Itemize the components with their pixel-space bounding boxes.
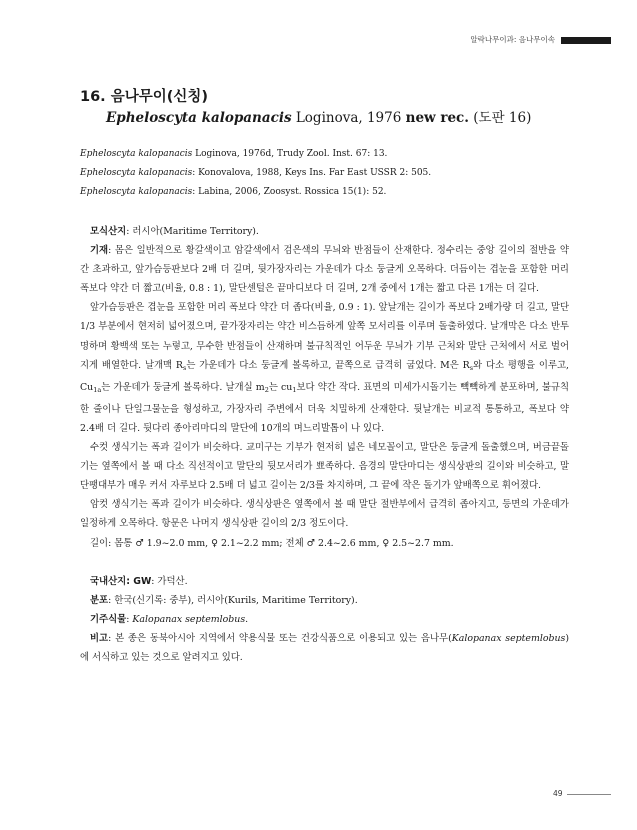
description-text: 는 가운데가 둥글게 볼록하다. 날개실 m xyxy=(101,381,265,393)
species-author-year: Loginova, 1976 xyxy=(291,110,406,126)
remarks-text: )에 서식하고 있는 것으로 알려지고 있다. xyxy=(80,632,569,664)
spacer xyxy=(80,553,569,572)
subscript: 2 xyxy=(264,385,269,394)
type-locality-text: : 러시아(Maritime Territory). xyxy=(126,226,259,237)
host-plant-end: . xyxy=(245,613,249,625)
species-scientific-line xyxy=(106,109,531,128)
synonym-ref: : Konovalova, 1988, Keys Ins. Far East USSR 2: 505. xyxy=(192,168,432,178)
host-plant-label: 기주식물 xyxy=(90,613,127,625)
distribution-label: 분포 xyxy=(90,594,109,606)
species-number: 16. xyxy=(80,89,106,105)
synonym-name: Epheloscyta kalopanacis xyxy=(80,149,193,159)
domestic-locality-label: 국내산지 xyxy=(90,575,127,587)
host-plant-sep: : xyxy=(126,613,133,625)
description-text: 는 cu xyxy=(268,381,293,393)
species-body xyxy=(80,222,569,667)
subscript: 1a xyxy=(93,385,102,394)
header-bar xyxy=(561,37,611,44)
description-text: 앞가슴등판은 겹눈을 포함한 머리 폭보다 약간 더 좁다(비율, 0.9 : 1). 앞날개는 길이가 폭보다 2배가량 더 길고, 말단 1/3 부분에서 현저히 넓어졌으며, 끝가장자리는 약간 비스듬하게 앞쪽 모서리를 이루며 돌출하였다. 날개막은 다소 반투명하며 황백색 또는 누렇고, 무수한 반점들이 산재하며 불규칙적인 어두운 무늬가 기부 근처와 말단 근처에서 서로 벌어지게 배열한다. 날개맥 R xyxy=(80,302,569,371)
subscript: 1 xyxy=(292,385,297,394)
type-locality-label: 모식산지 xyxy=(90,226,127,237)
domestic-locality-code: : GW xyxy=(126,575,152,587)
synonym-ref: Loginova, 1976d, Trudy Zool. Inst. 67: 13. xyxy=(192,149,388,159)
remarks-label: 비고 xyxy=(90,632,109,644)
domestic-locality-text: : 가덕산. xyxy=(151,575,188,587)
running-header: 알락나무이과: 음나무이속 xyxy=(470,35,555,44)
description-paragraph: 수컷 생식기는 폭과 길이가 비슷하다. 교미구는 기부가 현저히 넓은 네모꼴이고, 말단은 둥글게 돌출했으며, 버금끝돌기는 옆쪽에서 볼 때 다소 직선적이고 말단의 뒷모서리가 뾰족하다. 음경의 말단마디는 생식상판의 길이와 비슷하고, 말단팽대부가 매우 커서 자루보다 2.5배 더 넓고 길이는 2/3를 차지하며, 그 끝에 작은 돌기가 앞배쪽으로 휘어졌다. xyxy=(80,442,569,492)
synonym-entry xyxy=(80,149,560,160)
species-scientific-name: Epheloscyta kalopanacis xyxy=(106,110,292,126)
page-number: 49 xyxy=(553,789,563,798)
type-locality xyxy=(80,222,569,241)
plate-reference: (도판 16) xyxy=(468,110,532,126)
distribution-text: : 한국(신기록: 중부), 러시아(Kurils, Maritime Territory). xyxy=(108,594,358,606)
footer-rule xyxy=(567,794,611,795)
distribution xyxy=(80,591,569,610)
synonym-entry xyxy=(80,187,560,198)
remarks-host-name: Kalopanax septemlobus xyxy=(451,632,566,644)
host-plant xyxy=(80,610,569,629)
description-text: : 몸은 일반적으로 황갈색이고 암갈색에서 검은색의 무늬와 반점들이 산재한다. 정수리는 중앙 길이의 절반을 약간 초과하고, 앞가슴등판보다 2배 더 길며, 뒷가장자리는 가운데가 다소 둥글게 오목하다. 더듬이는 겹눈을 포함한 머리 폭보다 약간 더 짧고(비율, 0.8 : 1), 말단센털은 끝마디보다 더 길며, 2개 중에서 1개는 짧고 다른 1개는 더 길다. xyxy=(80,245,569,295)
description-paragraph xyxy=(80,241,569,298)
synonym-name: Epheloscyta kalopanacis xyxy=(80,187,193,197)
synonym-ref: : Labina, 2006, Zoosyst. Rossica 15(1): 52. xyxy=(192,187,387,197)
host-plant-name: Kalopanax septemlobus xyxy=(132,613,246,625)
description-text: 보다 약간 작다. 표면의 미세가시돌기는 빽빽하게 분포하며, 불규칙한 줄이나 단일그물눈을 형성하고, 가장자리 주변에서 더욱 치밀하게 산재한다. 뒷날개는 비교적 통통하고, 폭보다 약 2.4배 더 길다. 뒷다리 종아리마디의 말단에 10개의 며느리발톱이 나 있다. xyxy=(80,381,570,434)
subscript: s xyxy=(183,363,187,372)
description-paragraph: 암컷 생식기는 폭과 길이가 비슷하다. 생식상판은 옆쪽에서 볼 때 말단 절반부에서 급격히 좁아지고, 등면의 가운데가 일정하게 오목하다. 항문은 나머지 생식상판 길이의 2/3 정도이다. xyxy=(80,499,569,530)
description-text: 와 다소 평행을 이루고, Cu xyxy=(80,359,569,393)
remarks-text: : 본 종은 동북아시아 지역에서 약용식물 또는 건강식품으로 이용되고 있는 음나무( xyxy=(108,632,452,644)
domestic-locality xyxy=(80,572,569,591)
synonym-name: Epheloscyta kalopanacis xyxy=(80,168,193,178)
body-length: 길이: 몸통 ♂ 1.9~2.0 mm, ♀ 2.1~2.2 mm; 전체 ♂ 2.4~2.6 mm, ♀ 2.5~2.7 mm. xyxy=(90,537,454,549)
new-record-label: new rec. xyxy=(405,110,469,126)
species-title-line xyxy=(80,88,531,106)
remarks xyxy=(80,629,569,667)
species-korean-name: 음나무이(신칭) xyxy=(110,89,209,105)
description-label: 기재 xyxy=(90,245,109,257)
subscript: s xyxy=(469,363,474,372)
synonym-list xyxy=(80,149,560,206)
description-text: 는 가운데가 다소 둥글게 볼록하고, 끝쪽으로 급격히 굽었다. M은 R xyxy=(186,359,470,371)
synonym-entry xyxy=(80,168,560,179)
species-heading xyxy=(80,88,531,128)
description-paragraph xyxy=(80,298,569,438)
